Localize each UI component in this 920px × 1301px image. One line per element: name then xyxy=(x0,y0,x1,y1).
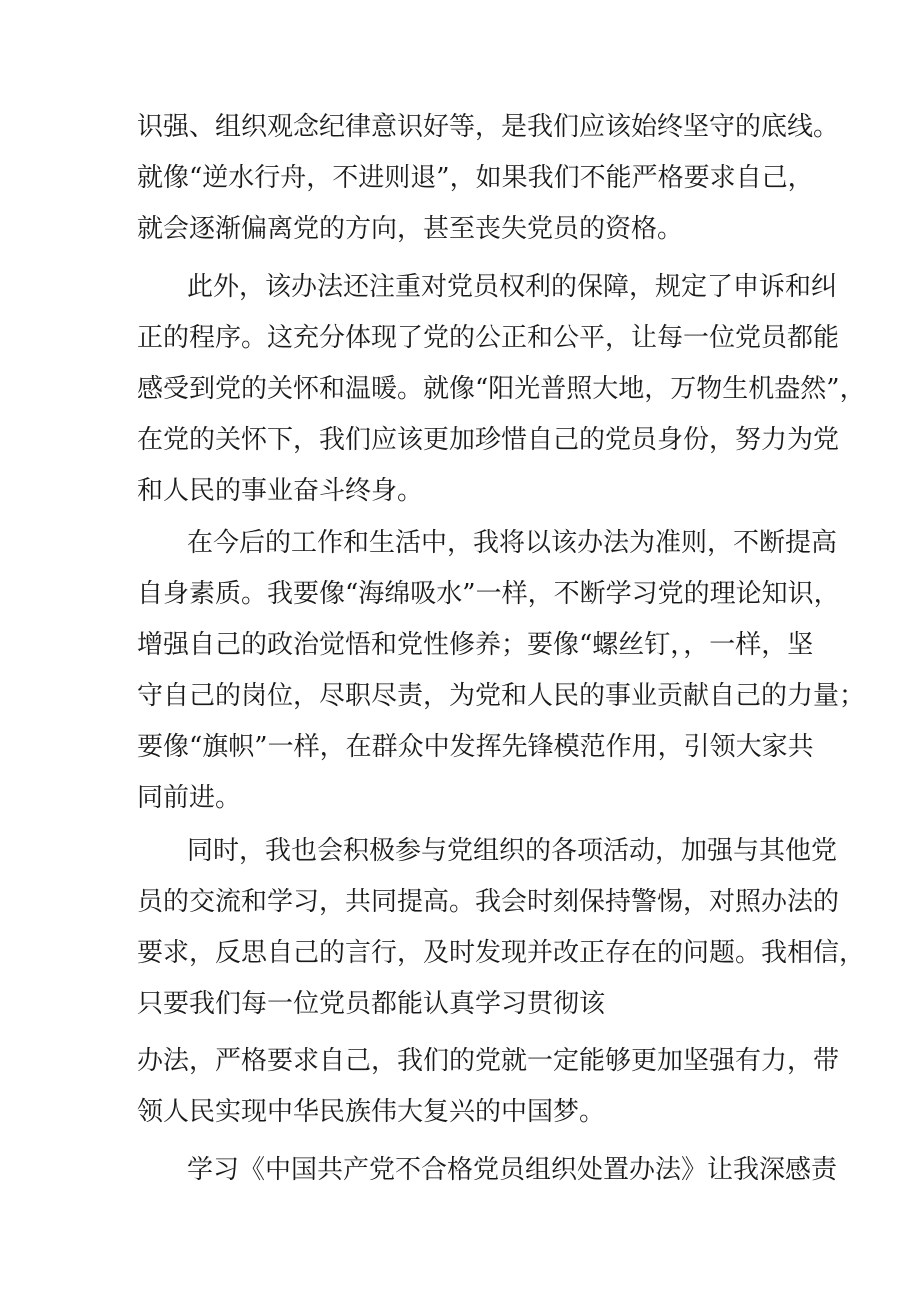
text-line: 和人民的事业奋斗终身。 xyxy=(137,476,424,506)
text-line: 领人民实现中华民族伟大复兴的中国梦。 xyxy=(137,1097,606,1127)
text-line: 只要我们每一位党员都能认真学习贯彻该 xyxy=(137,989,606,1019)
text-line: 办法，严格要求自己，我们的党就一定能够更加坚强有力，带 xyxy=(137,1046,840,1076)
text-line: 同时，我也会积极参与党组织的各项活动，加强与其他党 xyxy=(187,836,838,866)
text-line: 自身素质。我要像“海绵吸水”一样，不断学习党的理论知识， xyxy=(137,579,840,609)
text-line: 就像“逆水行舟，不进则退”，如果我们不能严格要求自己， xyxy=(137,163,814,193)
paragraph-3 xyxy=(137,518,866,824)
paragraph-1 xyxy=(137,102,840,255)
text-line: 就会逐渐偏离党的方向，甚至丧失党员的资格。 xyxy=(137,214,684,244)
paragraph-6 xyxy=(137,1145,838,1196)
paragraph-5 xyxy=(137,1036,840,1138)
text-line: 在今后的工作和生活中，我将以该办法为准则，不断提高 xyxy=(187,528,838,558)
text-line: 学习《中国共产党不合格党员组织处置办法》让我深感责 xyxy=(187,1155,838,1185)
text-line: 守自己的岗位，尽职尽责，为党和人民的事业贡献自己的力量； xyxy=(137,681,866,711)
text-line: 增强自己的政治觉悟和党性修养；要像“螺丝钉，，一样，坚 xyxy=(137,630,814,660)
paragraph-2 xyxy=(137,262,866,517)
text-line: 员的交流和学习，共同提高。我会时刻保持警惕，对照办法的 xyxy=(137,887,840,917)
text-line: 感受到党的关怀和温暖。就像“阳光普照大地，万物生机盎然”， xyxy=(137,374,866,404)
text-line: 同前进。 xyxy=(137,783,242,813)
text-line: 正的程序。这充分体现了党的公正和公平，让每一位党员都能 xyxy=(137,323,840,353)
paragraph-4 xyxy=(137,826,866,1030)
text-line: 此外，该办法还注重对党员权利的保障，规定了申诉和纠 xyxy=(187,272,838,302)
text-line: 在党的关怀下，我们应该更加珍惜自己的党员身份，努力为党 xyxy=(137,425,840,455)
text-line: 要像“旗帜”一样，在群众中发挥先锋模范作用，引领大家共 xyxy=(137,732,814,762)
text-line: 识强、组织观念纪律意识好等，是我们应该始终坚守的底线。 xyxy=(137,112,840,142)
text-line: 要求，反思自己的言行，及时发现并改正存在的问题。我相信， xyxy=(137,938,866,968)
